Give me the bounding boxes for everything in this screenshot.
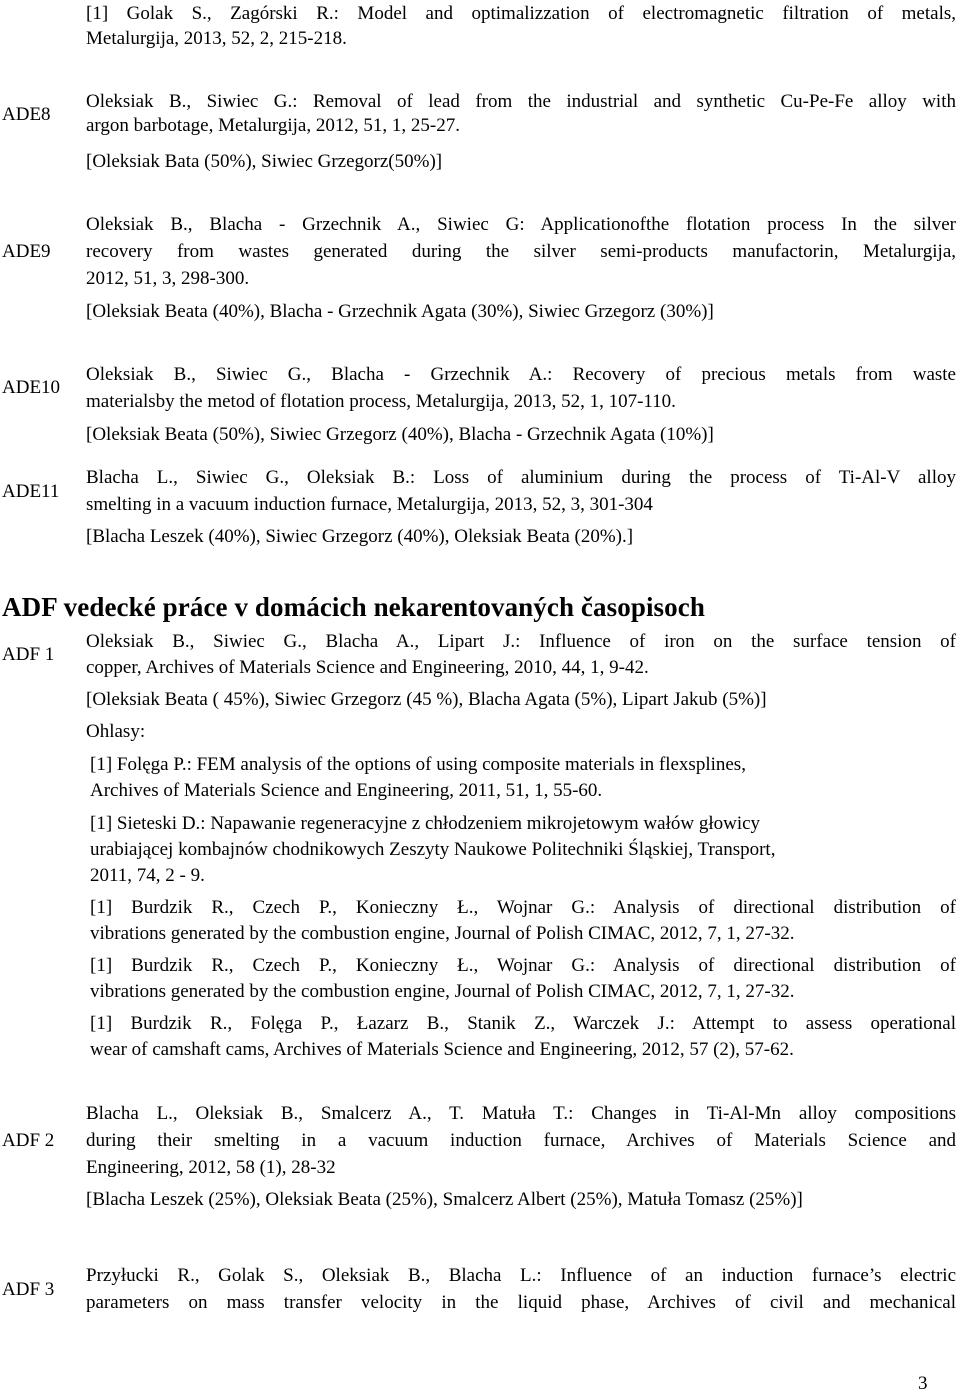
citation-line: [1] Burdzik R., Czech P., Konieczny Ł., Wojnar G.: Analysis of directional distribution of bbox=[90, 955, 956, 976]
entry-line: copper, Archives of Materials Science and Engineering, 2010, 44, 1, 9-42. bbox=[86, 657, 649, 678]
citation-line: 2011, 74, 2 - 9. bbox=[90, 865, 205, 886]
entry-label-ade8: ADE8 bbox=[2, 104, 51, 125]
entry-line: [Oleksiak Beata ( 45%), Siwiec Grzegorz (45 %), Blacha Agata (5%), Lipart Jakub (5%)] bbox=[86, 689, 767, 710]
entry-line: during their smelting in a vacuum induction furnace, Archives of Materials Science and bbox=[86, 1130, 956, 1151]
citation-line: [1] Burdzik R., Folęga P., Łazarz B., Stanik Z., Warczek J.: Attempt to assess operational bbox=[90, 1013, 956, 1034]
entry-line: argon barbotage, Metalurgija, 2012, 51, 1, 25-27. bbox=[86, 115, 460, 136]
citation-line: wear of camshaft cams, Archives of Materials Science and Engineering, 2012, 57 (2), 57-62. bbox=[90, 1039, 794, 1060]
top-citation-line-1: [1] Golak S., Zagórski R.: Model and optimalizzation of electromagnetic filtration of metals, bbox=[86, 3, 956, 24]
entry-line: Przyłucki R., Golak S., Oleksiak B., Blacha L.: Influence of an induction furnace’s electric bbox=[86, 1265, 956, 1286]
entry-line: parameters on mass transfer velocity in the liquid phase, Archives of civil and mechanical bbox=[86, 1292, 956, 1313]
entry-label-adf1: ADF 1 bbox=[2, 644, 55, 665]
entry-line: materialsby the metod of flotation process, Metalurgija, 2013, 52, 1, 107-110. bbox=[86, 391, 676, 412]
entry-line: Engineering, 2012, 58 (1), 28-32 bbox=[86, 1157, 336, 1178]
entry-line: [Oleksiak Bata (50%), Siwiec Grzegorz(50%)] bbox=[86, 151, 443, 172]
citation-line: Archives of Materials Science and Engineering, 2011, 51, 1, 55-60. bbox=[90, 780, 603, 801]
page-number: 3 bbox=[918, 1373, 928, 1394]
citation-line: [1] Sieteski D.: Napawanie regeneracyjne z chłodzeniem mikrojetowym wałów głowicy bbox=[90, 813, 761, 834]
citation-line: urabiającej kombajnów chodnikowych Zeszyty Naukowe Politechniki Śląskiej, Transport, bbox=[90, 839, 776, 860]
citations-heading: Ohlasy: bbox=[86, 721, 146, 742]
entry-label-adf3: ADF 3 bbox=[2, 1279, 55, 1300]
entry-line: recovery from wastes generated during the silver semi-products manufactorin, Metalurgija, bbox=[86, 241, 956, 262]
entry-line: [Blacha Leszek (25%), Oleksiak Beata (25%), Smalcerz Albert (25%), Matuła Tomasz (25%)] bbox=[86, 1189, 803, 1210]
entry-line: Oleksiak B., Siwiec G.: Removal of lead from the industrial and synthetic Cu-Pe-Fe alloy with bbox=[86, 91, 956, 112]
citation-line: [1] Folęga P.: FEM analysis of the options of using composite materials in flexsplines, bbox=[90, 754, 746, 775]
entry-line: [Blacha Leszek (40%), Siwiec Grzegorz (40%), Oleksiak Beata (20%).] bbox=[86, 526, 634, 547]
entry-line: [Oleksiak Beata (50%), Siwiec Grzegorz (40%), Blacha - Grzechnik Agata (10%)] bbox=[86, 424, 714, 445]
entry-line: Oleksiak B., Blacha - Grzechnik A., Siwiec G: Applicationofthe flotation process In the silver bbox=[86, 214, 956, 235]
entry-label-ade11: ADE11 bbox=[2, 481, 60, 502]
entry-label-ade10: ADE10 bbox=[2, 377, 61, 398]
citation-line: [1] Burdzik R., Czech P., Konieczny Ł., Wojnar G.: Analysis of directional distribution of bbox=[90, 897, 956, 918]
entry-label-adf2: ADF 2 bbox=[2, 1130, 55, 1151]
entry-line: Blacha L., Oleksiak B., Smalcerz A., T. Matuła T.: Changes in Ti-Al-Mn alloy compositions bbox=[86, 1103, 956, 1124]
entry-line: Oleksiak B., Siwiec G., Blacha A., Lipart J.: Influence of iron on the surface tension of bbox=[86, 631, 956, 652]
citation-line: vibrations generated by the combustion engine, Journal of Polish CIMAC, 2012, 7, 1, 27-32. bbox=[90, 981, 795, 1002]
entry-line: Oleksiak B., Siwiec G., Blacha - Grzechnik A.: Recovery of precious metals from waste bbox=[86, 364, 956, 385]
entry-line: [Oleksiak Beata (40%), Blacha - Grzechnik Agata (30%), Siwiec Grzegorz (30%)] bbox=[86, 301, 714, 322]
section-heading: ADF vedecké práce v domácich nekarentovaných časopisoch bbox=[2, 592, 705, 622]
entry-line: Blacha L., Siwiec G., Oleksiak B.: Loss of aluminium during the process of Ti-Al-V alloy bbox=[86, 467, 956, 488]
entry-line: smelting in a vacuum induction furnace, Metalurgija, 2013, 52, 3, 301-304 bbox=[86, 494, 653, 515]
entry-label-ade9: ADE9 bbox=[2, 241, 51, 262]
top-citation-line-2: Metalurgija, 2013, 52, 2, 215-218. bbox=[86, 28, 347, 49]
entry-line: 2012, 51, 3, 298-300. bbox=[86, 268, 250, 289]
citation-line: vibrations generated by the combustion engine, Journal of Polish CIMAC, 2012, 7, 1, 27-32. bbox=[90, 923, 795, 944]
